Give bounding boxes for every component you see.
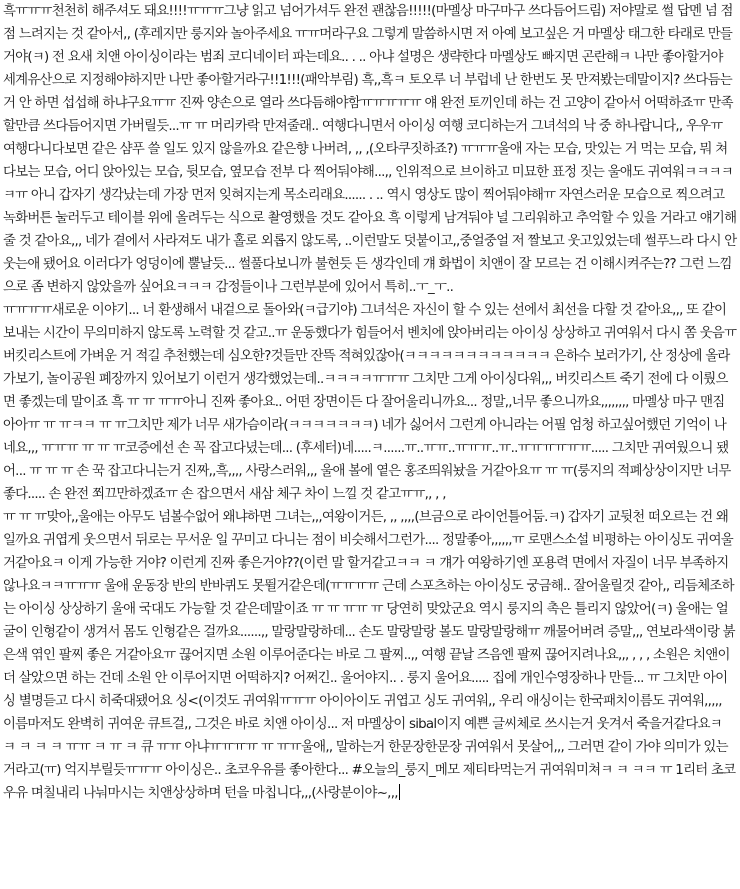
paragraph-3	[3, 506, 737, 805]
text-cursor	[399, 784, 400, 800]
paragraph-1: 흑ㅠㅠㅠ천천히 해주셔도 돼요!!!!ㅠㅠㅠ그냥 읽고 넘어가셔두 완전 괜찮음!!!!!(마멜상 마구마구 쓰다듬어드림) 저야말로 썰 답멘 넘 점점 느려지는 것 같아서,, (후레지만 룽지와 놀아주세요 ㅠㅠ머라구요 그렇게 말씀하시면 저 아예 보고싶은 거 마멜상 태그한 타래로 만들거야(ㅋ) 전 요새 치앤 아이싱이라는 범죄 코디네이터 파는데요.. . .. 아냐 설명은 생략한다 마멜상도 빠지면 곤란해ㅋ 나만 좋아할거야 세계유산으로 지정해야하지만 나만 좋아할거라구!!1!!!(패악부림) 흑,,흑ㅋ 토오루 너 부럽네 난 한번도 못 만져봤는데말이지? 쓰다듬는거 안 하면 섭섭해 하냐구요ㅠㅠ 진짜 양손으로 열라 쓰다듬해야함ㅠㅠㅠㅠㅠ 얘 완전 토끼인데 하는 건 고양이 같아서 어떡하죠ㅠ 만족할만큼 쓰다듬어지면 가버릴듯...ㅠ ㅠ 머리카락 만져줄래.. 여행다니면서 아이싱 여행 코디하는거 그녀석의 낙 중 하나랍니다,, 우우ㅠ 여행다니다보면 같은 샴푸 쓸 일도 있지 않을까요 같은향 나버려, ,, ,(오타쿠짓하죠?) ㅠㅠㅠ울애 자는 모습, 맛있는 거 먹는 모습, 뭐 쳐다보는 모습, 어디 앉아있는 모습, 뒷모습, 옆모습 전부 다 찍어둬야해...,, 인위적으로 브이하고 미묘한 표정 짓는 울애도 귀여워ㅋㅋㅋㅋㅋㅠ 아니 갑자기 생각났는데 가장 먼저 잊혀지는게 목소리래요...... . .. 역시 영상도 많이 찍어둬야해ㅠ 자연스러운 모습으로 찍으려고 녹화버튼 눌러두고 테이블 위에 올려두는 식으로 촬영했을 것도 같아요 흑 이렇게 남겨둬야 널 그리워하고 추억할 수 있을 거라고 얘기해줄 것 같아요,,, 네가 곁에서 사라져도 내가 홀로 외롭지 않도록, ..이런말도 덧붙이고,,중얼중얼 저 짤보고 웃고있었는데 썰푸느라 다시 안 웃는애 됐어요 이러다가 엉덩이에 뿔날듯... 썰풀다보니까 불현듯 든 생각인데 걔 화법이 치앤이 잘 모르는 건 이해시켜주는?? 그런 느낌으로 좀 변하지 않았을까 싶어요ㅋㅋㅋ 감정들이나 그런부분에 있어서 특히..ㅜ_ㅜ..	[3, 4, 737, 295]
paragraph-2: ㅠㅠㅠㅠ새로운 이야기... 너 환생해서 내겉으로 돌아와(ㅋ급기야) 그녀석은 자신이 할 수 있는 선에서 최선을 다할 것 같아요,,, 또 같이 보내는 시간이 무의미하지 않도록 노력할 것 같고..ㅠ 운동했다가 힘들어서 벤치에 앉아버리는 아이싱 상상하고 귀여워서 다시 쫌 웃음ㅠ 버킷리스트에 가벼운 거 적길 추천했는데 심오한?것들만 잔뜩 적혀있잖아(ㅋㅋㅋㅋㅋㅋㅋㅋㅋㅋㅋㅋ 은하수 보러가기, 산 정상에 올라가보기, 놀이공원 폐장까지 있어보기 이런거 생각했었는데..ㅋㅋㅋㅋㅠㅠㅠ 그치만 그게 아이싱다워,,, 버킷리스트 죽기 전에 다 이뤘으면 좋겠는데 말이죠 흑 ㅠ ㅠ ㅠㅠ아니 진짜 좋아요.. 어떤 장면이든 다 잘어울리니까요... 정말,,너무 좋으니까요,,,,,,,, 마멜상 마구 맨짐 아아ㅠ ㅠ ㅠㅋㅋ ㅠ ㅠ그치만 제가 너무 새가슴이라(ㅋㅋㅋㅋㅋㅋㅋ) 네가 싫어서 그런게 아니라는 어필 엄청 하고싶어했던 기억이 나네요,,, ㅠㅠㅠ ㅠ ㅠ ㅠ코증에선 손 꼭 잡고다녔는데... (후세터)네.....ㅋ......ㅠ..ㅠㅠ..ㅠㅠㅠ..ㅠ..ㅠㅠㅠㅠㅠㅠ..... 그치만 귀여웠으니 됐어... ㅠ ㅠ ㅠ 손 꾹 잡고다니는거 진짜,,흑,,,, 사랑스러워,,, 울애 볼에 옅은 홍조띄워놨을 거같아요ㅠ ㅠ ㅠ(룽지의 적폐상상이지만 너무 좋다..... 손 완전 쬐끄만하겠죠ㅠ 손 잡으면서 새삼 체구 차이 느낄 것 같고ㅠㅠ,, , ,	[3, 303, 737, 502]
paragraph-3-text: ㅠ ㅠ ㅠ맞아,,울애는 아무도 넘볼수없어 왜냐하면 그녀는,,,여왕이거든, ,, ,,,,(브금으로 라이언틀어둠.ㅋ) 갑자기 교뒷천 떠오르는 건 왜일까요 귀엽게 웃으면서 뒤로는 무서운 일 꾸미고 다니는 점이 비슷해서그런가.... 정말좋아,,,,,,ㅠ 로맨스소설 비평하는 아이싱도 귀여울거같아요ㅋ 이게 가능한 거야? 이런게 진짜 좋은거야??(이런 말 할거같고ㅋㅋ ㅋ 걔가 여왕하기엔 포용력 면에서 자질이 너무 부족하지 않나요ㅋㅋㅠㅠㅠ 울애 운동장 반의 반바퀴도 못뛸거같은데(ㅠㅠㅠㅠ 근데 스포츠하는 아이싱도 궁금해.. 잘어울릴것 같아,, 리듬체조하는 아이싱 상상하기 울애 국대도 가능할 것 같은데말이죠 ㅠ ㅠ ㅠㅠ ㅠ 당연히 맞았군요 역시 룽지의 촉은 틀리지 않았어(ㅋ) 울애는 얼굴이 인형같이 생겨서 몸도 인형같은 걸까요......,, 말랑말랑하데... 손도 말랑말랑 볼도 말랑말랑해ㅠ 깨물어버려 증말,,, 연보라색이랑 붉은색 엮인 팔찌 좋은 거같아요ㅠ 끊어지면 소원 이루어준다는 바로 그 팔찌..,, 여행 끝날 즈음엔 팔찌 끊어지려나요,,, , , , 소원은 치앤이 더 살았으면 하는 건데 소원 안 이루어지면 어떡하지? 어쩌긴.. 울어야지.. . 룽지 울어요..... 집에 개인수영장하나 만들... ㅠ 그치만 아이싱 별명듣고 다시 히죽대됐어요 싱<(이것도 귀여워ㅠㅠㅠ 아이아이도 귀엽고 싱도 귀여워,, 우리 애싱이는 한국패치이름도 귀여워,,,,, 이름마저도 완벽히 귀여운 큐트걸,, 그것은 바로 치앤 아이싱... 저 마멜상이 sibal이지 예쁜 글씨체로 쓰시는거 웃겨서 죽을거같다요ㅋ ㅋ ㅋ ㅋ ㅋ ㅠㅠ ㅋ ㅠ ㅋ 큐 ㅠㅠ 아냐ㅠㅠㅠㅠ ㅠ ㅠㅠ울애,, 말하는거 한문장한문장 귀여워서 못살어,,, 그러면 같이 가야 의미가 있는거라고(ㅠ) 억지부릴듯ㅠㅠㅠ 아이싱은.. 초코우유를 좋아한다... #오늘의_룽지_메모 제티타먹는거 귀여워미쳐ㅋ ㅋ ㅋㅋ ㅠ 1리터 초코우유 며칠내리 나눠마시는 치앤상상하며 턴을 마칩니다,,,(사랑분이야~,,,	[3, 510, 736, 801]
text-document[interactable]	[3, 0, 737, 805]
